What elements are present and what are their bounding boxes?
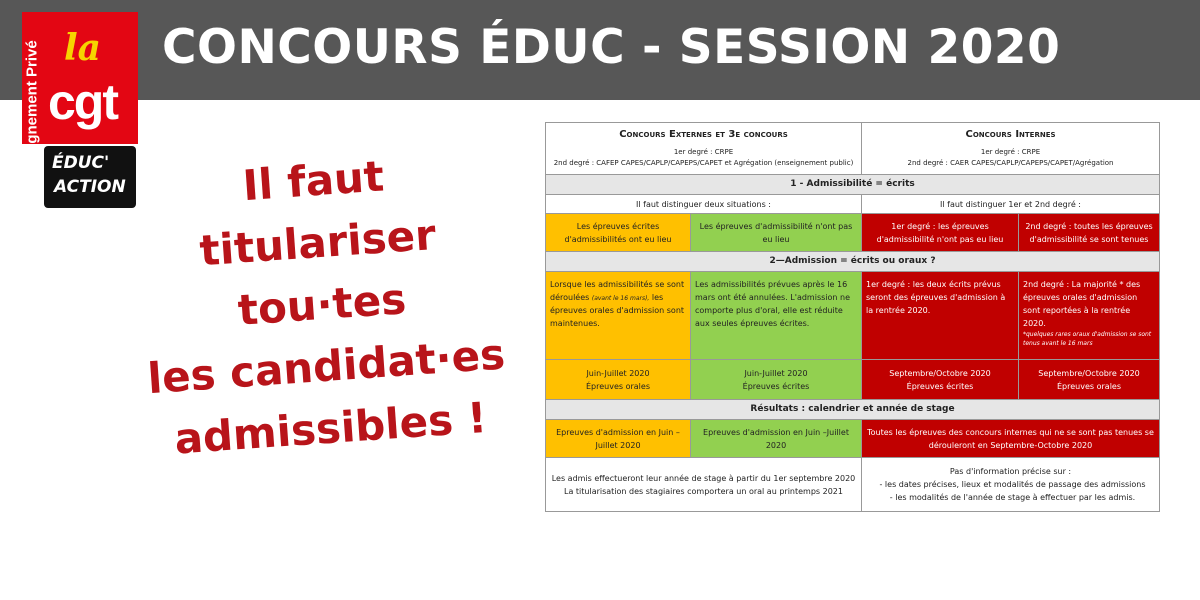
desc-note: (avant le 16 mars), (591, 295, 650, 302)
distinguish-left: Il faut distinguer deux situations : (546, 195, 862, 214)
footer-left-line: Les admis effectueront leur année de stage à partir du 1er septembre 2020 (551, 473, 856, 483)
table-row (546, 214, 1160, 252)
table-cell: Toutes les épreuves des concours internes qui ne se sont pas tenues se dérouleront en Septembre-Octobre 2020 (862, 420, 1160, 458)
logo-vertical-label: Enseignement Privé (23, 40, 41, 184)
table-row (546, 420, 1160, 458)
section-resultats: Résultats : calendrier et année de stage (546, 400, 1160, 420)
table-cell: 1er degré : les épreuves d'admissibilité n'ont pas eu lieu (862, 214, 1019, 252)
table-cell: Les épreuves écrites d'admissibilités ont eu lieu (546, 214, 691, 252)
table-cell (546, 360, 691, 400)
logo-educ: ÉDUC' (52, 153, 110, 173)
slogan-line: tou·tes (236, 274, 408, 335)
list-item: - les dates précises, lieux et modalités de passage des admissions (869, 478, 1156, 491)
date-period: Septembre/Octobre 2020 (889, 368, 991, 378)
header-bar (0, 0, 1200, 100)
table-cell: 1er degré : les deux écrits prévus seront des épreuves d'admission à la rentrée 2020. (862, 272, 1019, 360)
table-row (546, 458, 1160, 512)
section-admission: 2—Admission = écrits ou oraux ? (546, 252, 1160, 272)
footer-right-intro: Pas d'information précise sur : (949, 467, 1072, 476)
distinguish-right: Il faut distinguer 1er et 2nd degré : (862, 195, 1160, 214)
table-cell: Epreuves d'admission en Juin –Juillet 2020 (691, 420, 862, 458)
page-title: CONCOURS ÉDUC - SESSION 2020 (162, 20, 1061, 75)
slogan-line: admissibles ! (172, 392, 489, 464)
date-type: Épreuves écrites (742, 381, 810, 391)
slogan-line: titulariser (197, 209, 438, 276)
list-item: - les modalités de l'année de stage à effectuer par les admis. (869, 491, 1156, 504)
section-admissibilite: 1 - Admissibilité = écrits (546, 175, 1160, 195)
footer-left-line: La titularisation des stagiaires comportera un oral au printemps 2021 (564, 486, 843, 496)
table-row (546, 252, 1160, 272)
date-type: Épreuves écrites (906, 381, 974, 391)
external-header-title: Concours Externes et 3e concours (619, 129, 788, 140)
table-cell: Epreuves d'admission en Juin –Juillet 2020 (546, 420, 691, 458)
external-header (546, 123, 862, 175)
logo-vertical-text (22, 18, 42, 206)
date-period: Juin-Juillet 2020 (586, 368, 650, 378)
desc-note: *quelques rares oraux d'admission se sont tenus avant le 16 mars (1023, 331, 1152, 347)
table-cell (691, 360, 862, 400)
table-cell (1019, 272, 1160, 360)
slogan (82, 134, 563, 475)
date-type: Épreuves orales (1057, 381, 1122, 391)
internal-header-line2: 2nd degré : CAER CAPES/CAPLP/CAPEPS/CAPET/Agrégation (907, 159, 1114, 167)
concours-table (545, 122, 1160, 512)
table-header-row (546, 123, 1160, 175)
table-cell: Les admissibilités prévues après le 16 mars ont été annulées. L'admission ne comporte plus d'oral, elle est réduite aux seules épreuves écrites. (691, 272, 862, 360)
table-cell: 2nd degré : toutes les épreuves d'admissibilité se sont tenues (1019, 214, 1160, 252)
table-row (546, 195, 1160, 214)
footer-left-cell (546, 458, 862, 512)
internal-header-line1: 1er degré : CRPE (980, 148, 1041, 156)
logo-action: ACTION (54, 177, 126, 197)
desc-text: 2nd degré : La majorité * des épreuves orales d'admission sont reportées à la rentrée 2020. (1023, 280, 1141, 328)
table-cell (1019, 360, 1160, 400)
external-header-line2: 2nd degré : CAFEP CAPES/CAPLP/CAPEPS/CAPET et Agrégation (enseignement public) (553, 159, 854, 167)
date-period: Juin-Juillet 2020 (744, 368, 808, 378)
table-row (546, 272, 1160, 360)
footer-right-list (865, 478, 1156, 504)
table-row (546, 400, 1160, 420)
date-type: Épreuves orales (585, 381, 650, 391)
internal-header-title: Concours Internes (965, 129, 1056, 140)
slogan-line: les candidat·es (146, 329, 507, 404)
table-row (546, 175, 1160, 195)
logo-la: la (64, 27, 102, 69)
slogan-line: Il faut (241, 151, 386, 211)
table-cell (862, 360, 1019, 400)
date-period: Septembre/Octobre 2020 (1038, 368, 1140, 378)
logo-cgt: cgt (48, 74, 117, 130)
table-row (546, 360, 1160, 400)
desc-text: les épreuves orales d'admission sont maintenues. (550, 293, 685, 328)
desc-text: Lorsque les admissibilités se sont déroulées (550, 280, 685, 302)
table-cell: Les épreuves d'admissibilité n'ont pas eu lieu (691, 214, 862, 252)
table-cell (546, 272, 691, 360)
internal-header (862, 123, 1160, 175)
footer-right-cell (862, 458, 1160, 512)
external-header-line1: 1er degré : CRPE (673, 148, 734, 156)
